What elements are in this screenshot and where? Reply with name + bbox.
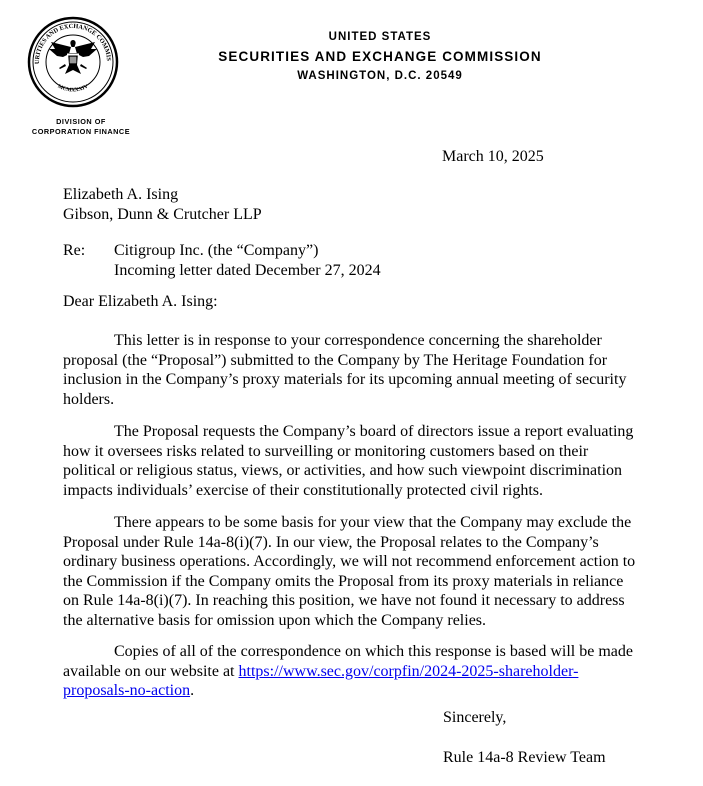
header-address: WASHINGTON, D.C. 20549: [297, 70, 463, 82]
letter-date: March 10, 2025: [442, 148, 544, 165]
paragraph-line: the Commission if the Company omits the Proposal from its proxy materials in reliance: [63, 572, 624, 590]
paragraph-line: inclusion in the Company’s proxy materials for its upcoming annual meeting of security: [63, 371, 627, 388]
svg-text:SECURITIES AND EXCHANGE COMMIS: URITIES AND EXCHANGE COMMIS: [33, 22, 113, 65]
division-line-1: DIVISION OF: [56, 117, 106, 126]
paragraph-line: Copies of all of the correspondence on which this response is based will be made: [114, 643, 633, 660]
paragraph-line: political or religious status, views, or activities, and how such viewpoint discrimination: [63, 462, 623, 479]
division-line-2: CORPORATION FINANCE: [31, 127, 131, 136]
recipient-name: Elizabeth A. Ising: [63, 186, 179, 203]
paragraph-line: how it oversees risks related to surveilling or monitoring customers based on their: [63, 442, 589, 460]
salutation: Dear Elizabeth A. Ising:: [63, 293, 218, 310]
paragraph-line: There appears to be some basis for your view that the Company may exclude the: [114, 514, 632, 531]
paragraph-line: [63, 681, 648, 701]
paragraph-text: available on our website at: [63, 662, 239, 680]
paragraph-line: ordinary business operations. Accordingly, we will not recommend enforcement action to: [63, 553, 636, 570]
paragraph-line: Proposal under Rule 14a-8(i)(7). In our view, the Proposal relates to the Company’s: [63, 533, 599, 551]
header-agency: SECURITIES AND EXCHANGE COMMISSION: [218, 49, 542, 64]
paragraph-line: [63, 662, 648, 682]
paragraph-3: [63, 513, 648, 630]
sec-seal-logo: [27, 16, 119, 108]
svg-text:MCMXXXIV: MCMXXXIV: [56, 83, 90, 94]
re-incoming-letter: Incoming letter dated December 27, 2024: [114, 262, 381, 279]
paragraph-line: proposal (the “Proposal”) submitted to the Company by The Heritage Foundation for: [63, 351, 608, 369]
recipient-firm: Gibson, Dunn & Crutcher LLP: [63, 206, 262, 223]
paragraph-line: This letter is in response to your correspondence concerning the shareholder: [114, 332, 602, 349]
no-action-website-link-continued[interactable]: proposals-no-action: [63, 682, 191, 699]
recipient-block: [63, 185, 262, 225]
paragraph-text: .: [190, 682, 195, 699]
paragraph-line: The Proposal requests the Company’s board of directors issue a report evaluating: [114, 423, 634, 440]
closing: Sincerely,: [443, 709, 507, 726]
signature: Rule 14a-8 Review Team: [443, 749, 606, 766]
paragraph-line: impacts individuals’ exercise of their constitutionally protected civil rights.: [63, 481, 544, 499]
division-label: [14, 117, 148, 137]
paragraph-line: the alternative basis for omission upon which the Company relies.: [63, 611, 487, 629]
no-action-website-link[interactable]: https://www.sec.gov/corpfin/2024-2025-shareholder-: [238, 662, 579, 680]
eagle-seal-icon: [27, 16, 119, 108]
paragraph-1: [63, 331, 648, 409]
paragraph-4: [63, 642, 648, 701]
re-label: Re:: [63, 242, 86, 259]
header-country: UNITED STATES: [328, 31, 432, 43]
paragraph-line: on Rule 14a-8(i)(7). In reaching this position, we have not found it necessary to address: [63, 592, 625, 609]
paragraph-2: [63, 422, 648, 500]
paragraph-line: holders.: [63, 390, 115, 408]
re-subject: Citigroup Inc. (the “Company”): [114, 242, 319, 259]
